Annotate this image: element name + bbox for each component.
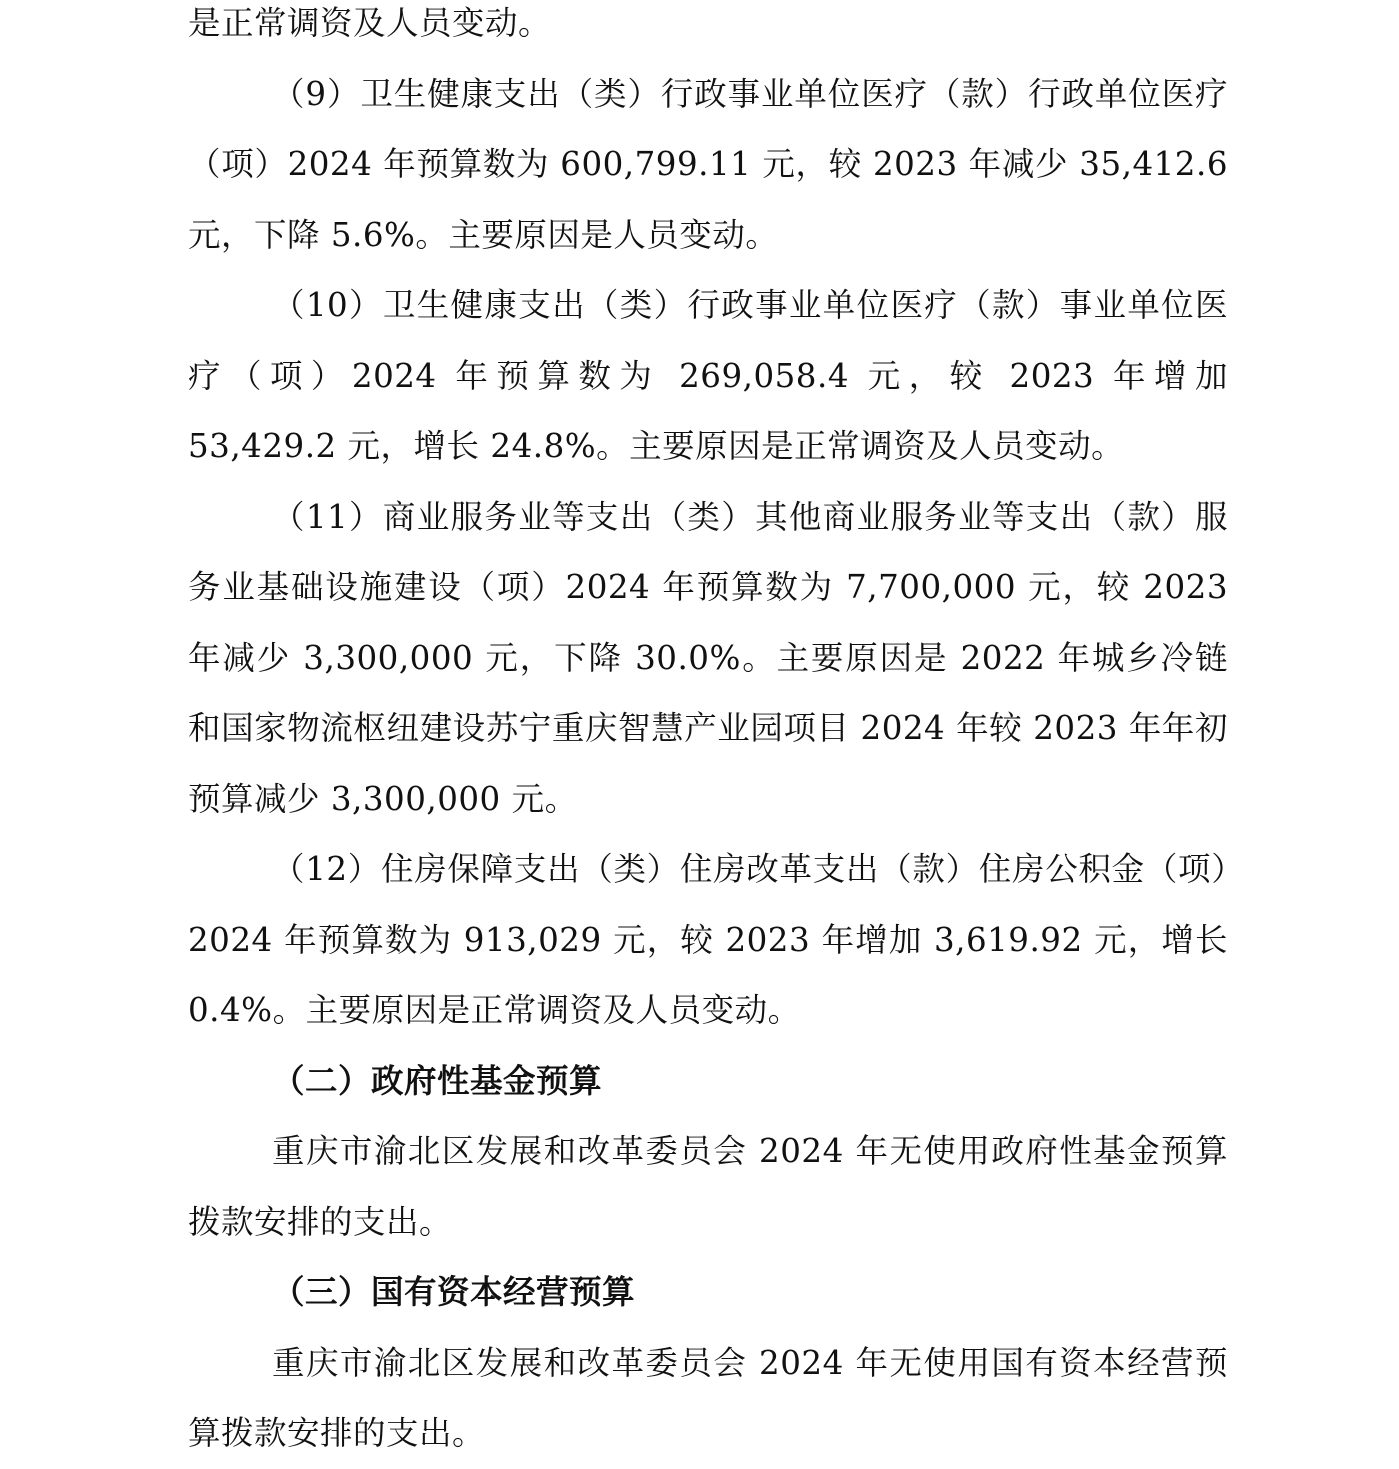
paragraph-item-10: （10）卫生健康支出（类）行政事业单位医疗（款）事业单位医疗（项）2024 年预算数为 269,058.4 元，较 2023 年增加 53,429.2 元，增长 24.8%。主要原因是正常调资及人员变动。 — [188, 286, 1228, 465]
document-page — [188, 0, 1228, 1469]
paragraph-item-11: （11）商业服务业等支出（类）其他商业服务业等支出（款）服务业基础设施建设（项）2024 年预算数为 7,700,000 元，较 2023 年减少 3,300,000 元，下降 30.0%。主要原因是 2022 年城乡冷链和国家物流枢纽建设苏宁重庆智慧产业园项目 2024 年较 2023 年年初预算减少 3,300,000 元。 — [188, 497, 1228, 818]
section-heading-government-fund: （二）政府性基金预算 — [272, 1060, 603, 1100]
section-heading-state-capital: （三）国有资本经营预算 — [272, 1272, 636, 1311]
paragraph-continuation: 是正常调资及人员变动。 — [188, 4, 552, 42]
paragraph-item-12: （12）住房保障支出（类）住房改革支出（款）住房公积金（项）2024 年预算数为 913,029 元，较 2023 年增加 3,619.92 元，增长 0.4%。主要原因是正常调资及人员变动。 — [188, 850, 1228, 1029]
paragraph-item-9: （9）卫生健康支出（类）行政事业单位医疗（款）行政单位医疗（项）2024 年预算数为 600,799.11 元，较 2023 年减少 35,412.6 元，下降 5.6%。主要原因是人员变动。 — [188, 74, 1228, 254]
paragraph-government-fund: 重庆市渝北区发展和改革委员会 2024 年无使用政府性基金预算拨款安排的支出。 — [188, 1132, 1228, 1241]
paragraph-state-capital: 重庆市渝北区发展和改革委员会 2024 年无使用国有资本经营预算拨款安排的支出。 — [188, 1343, 1228, 1452]
